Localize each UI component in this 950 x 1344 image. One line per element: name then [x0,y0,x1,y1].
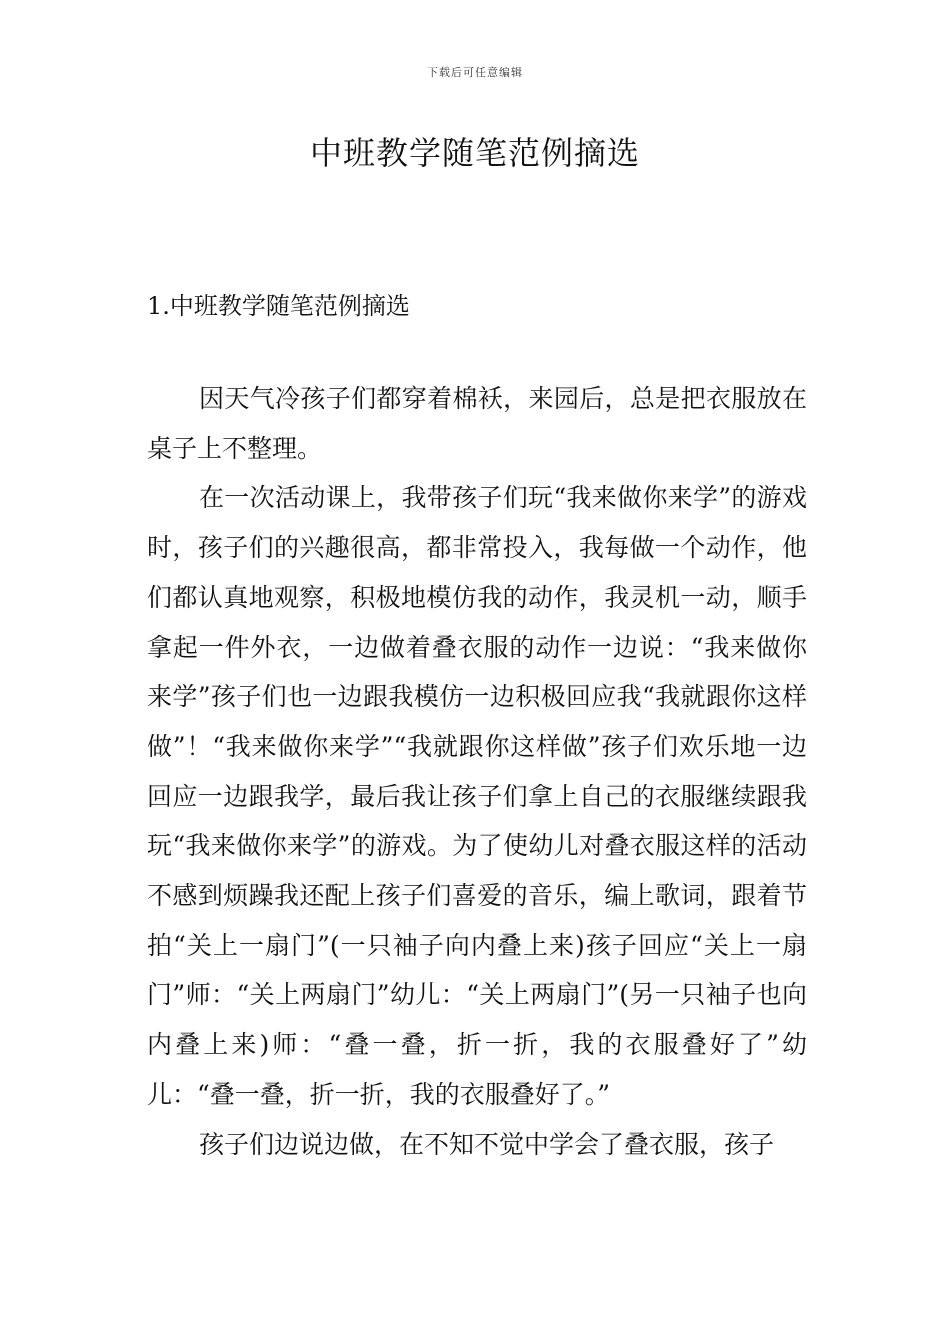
paragraph-1: 因天气冷孩子们都穿着棉袄，来园后，总是把衣服放在桌子上不整理。 [147,384,807,463]
paragraph-3: 孩子们边说边做，在不知不觉中学会了叠衣服，孩子 [199,1129,775,1159]
document-title: 中班教学随笔范例摘选 [309,134,640,172]
body-text [147,374,807,1169]
paragraph-2: 在一次活动课上，我带孩子们玩“我来做你来学”的游戏时，孩子们的兴趣很高，都非常投入，我每做一个动作，他们都认真地观察，积极地模仿我的动作，我灵机一动，顺手拿起一件外衣，一边做着叠衣服的动作一边说：“我来做你来学”孩子们也一边跟我模仿一边积极回应我“我就跟你这样做”！“我来做你来学”“我就跟你这样做”孩子们欢乐地一边回应一边跟我学，最后我让孩子们拿上自己的衣服继续跟我玩“我来做你来学”的游戏。为了使幼儿对叠衣服这样的活动不感到烦躁我还配上孩子们喜爱的音乐，编上歌词，跟着节拍“关上一扇门”(一只袖子向内叠上来)孩子回应“关上一扇门”师：“关上两扇门”幼儿：“关上两扇门”(另一只袖子也向内叠上来)师：“叠一叠，折一折，我的衣服叠好了”幼儿：“叠一叠，折一折，我的衣服叠好了。” [147,483,807,1109]
header-note: 下载后可任意编辑 [427,66,523,79]
section-heading: 1.中班教学随笔范例摘选 [147,292,410,320]
